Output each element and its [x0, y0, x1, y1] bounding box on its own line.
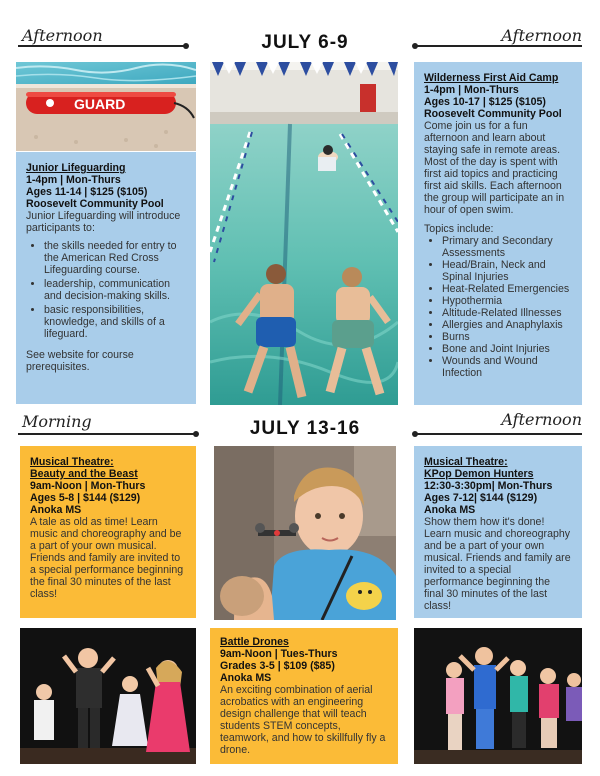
- battle-drones-card: [210, 628, 398, 764]
- course-location: Roosevelt Community Pool: [26, 198, 164, 210]
- header-dot-left-2: [193, 431, 199, 437]
- course-description: Come join us for a fun afternoon and learn about staying safe in remote areas. Most of the day is spent with first aid topics and practicing first aid skills. Each afternoon the group will participate an in hour of open swim.: [424, 120, 565, 216]
- course-description: Show them how it's done! Learn music and choreography and be a part of your own musical. Friends and family are invited to a special performance beginning the final 30 minutes of the last class!: [424, 516, 571, 612]
- guard-text: GUARD: [74, 96, 126, 112]
- list-item: • Head/Brain, Neck and Spinal Injuries: [442, 259, 572, 283]
- afternoon-label-right: Afternoon: [501, 26, 582, 45]
- course-title-line1: Musical Theatre:: [424, 456, 508, 468]
- topics-intro: Topics include:: [424, 223, 494, 235]
- course-location: Anoka MS: [220, 672, 272, 684]
- course-location: Anoka MS: [424, 504, 476, 516]
- course-ages-price: Ages 11-14 | $125 ($105): [26, 186, 148, 198]
- course-location: Anoka MS: [30, 504, 82, 516]
- afternoon-label-right-2: Afternoon: [501, 410, 582, 429]
- date-july-6-9: JULY 6-9: [261, 32, 349, 53]
- swimming-pool-photo: [210, 62, 398, 405]
- course-title: Battle Drones: [220, 636, 289, 648]
- list-item: • Burns: [442, 331, 572, 343]
- drone-boy-photo: [214, 446, 396, 620]
- beauty-and-the-beast-card: [20, 446, 196, 618]
- course-bullets: [38, 240, 186, 340]
- list-item: • Heat-Related Emergencies: [442, 283, 572, 295]
- header-rule-right-2: [414, 433, 582, 435]
- wilderness-first-aid-card: [414, 62, 582, 405]
- list-item: • Hypothermia: [442, 295, 572, 307]
- course-description: An exciting combination of aerial acrobatics with an engineering design challenge that will teach students STEM concepts, teamwork, and how to skillfully fly a drone.: [220, 684, 386, 756]
- musical-theatre-kids-photo-right: [414, 628, 582, 764]
- course-time: 9am-Noon | Tues-Thurs: [220, 648, 338, 660]
- topics-list: [436, 235, 572, 379]
- list-item: • Primary and Secondary Assessments: [442, 235, 572, 259]
- list-item: • Wounds and Wound Infection: [442, 355, 572, 379]
- header-rule-left-2: [18, 433, 196, 435]
- list-item: • Altitude-Related Illnesses: [442, 307, 572, 319]
- course-time: 1-4pm | Mon-Thurs: [26, 174, 121, 186]
- afternoon-label-left: Afternoon: [22, 26, 103, 45]
- course-title-line2: Beauty and the Beast: [30, 468, 138, 480]
- list-item: • the skills needed for entry to the American Red Cross Lifeguarding course.: [44, 240, 186, 276]
- header-dot-left-1: [183, 43, 189, 49]
- date-july-13-16: JULY 13-16: [249, 418, 361, 439]
- list-item: • Bone and Joint Injuries: [442, 343, 572, 355]
- course-title-line2: KPop Demon Hunters: [424, 468, 534, 480]
- course-note: See website for course prerequisites.: [26, 349, 134, 373]
- list-item: • Allergies and Anaphylaxis: [442, 319, 572, 331]
- course-description: A tale as old as time! Learn music and choreography and be a part of your own musical. Friends and family are invited to a special performance beginning the final 30 minutes of the last class!: [30, 516, 184, 600]
- list-item: • basic responsibilities, knowledge, and skills of a lifeguard.: [44, 304, 186, 340]
- course-ages-price: Ages 10-17 | $125 ($105): [424, 96, 546, 108]
- course-time: 12:30-3:30pm| Mon-Thurs: [424, 480, 553, 492]
- kpop-demon-hunters-card: [414, 446, 582, 618]
- morning-label-left: Morning: [22, 412, 92, 431]
- course-time: 9am-Noon | Mon-Thurs: [30, 480, 146, 492]
- course-ages-price: Ages 5-8 | $144 ($129): [30, 492, 141, 504]
- musical-theatre-kids-photo-left: [20, 628, 196, 764]
- course-title-line1: Musical Theatre:: [30, 456, 114, 468]
- header-rule-right-1: [414, 45, 582, 47]
- header-rule-left-1: [18, 45, 186, 47]
- course-intro: Junior Lifeguarding will introduce participants to:: [26, 210, 181, 234]
- course-title: Junior Lifeguarding: [26, 162, 126, 174]
- course-title: Wilderness First Aid Camp: [424, 72, 559, 84]
- course-location: Roosevelt Community Pool: [424, 108, 562, 120]
- lifeguard-tube-photo: [16, 62, 196, 151]
- list-item: • leadership, communication and decision-making skills.: [44, 278, 186, 302]
- course-grades-price: Grades 3-5 | $109 ($85): [220, 660, 335, 672]
- junior-lifeguarding-card: [16, 152, 196, 404]
- course-ages-price: Ages 7-12| $144 ($129): [424, 492, 538, 504]
- course-time: 1-4pm | Mon-Thurs: [424, 84, 519, 96]
